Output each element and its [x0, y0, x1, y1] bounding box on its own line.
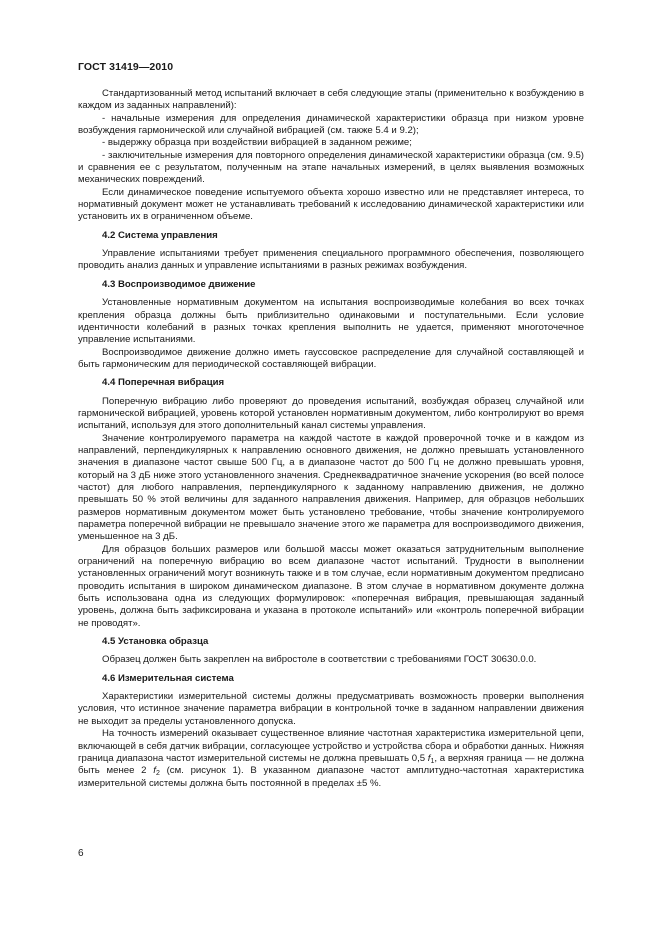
paragraph: Управление испытаниями требует применения специального программного обеспечения, позволяющего проводить анализ данных и управление испытаниями в разных режимах возбуждения. [78, 248, 584, 272]
list-item: - выдержку образца при воздействии вибрацией в заданном режиме; [102, 137, 412, 149]
list-item: - заключительные измерения для повторного определения динамической характеристики образца (см. 9.5) и сравнения ее с результатом, полученным на этапе начальных измерений, в целях выявления возможных механических повреждений. [78, 149, 584, 186]
paragraph: Образец должен быть закреплен на вибростоле в соответствии с требованиями ГОСТ 30630.0.0. [102, 654, 537, 666]
section-heading-4-6: 4.6 Измерительная система [102, 672, 234, 684]
list-item: - начальные измерения для определения динамической характеристики образца при низком уровне возбуждения гармонической или случайной вибрацией (см. также 5.4 и 9.2); [78, 112, 584, 137]
frequency-symbol: f [427, 752, 431, 764]
text-run: (см. рисунок 1). В указанном диапазоне частот амплитудно-частотная характеристика измерительной системы должна быть постоянной в пределах ±5 %. [78, 765, 584, 789]
section-heading-4-4: 4.4 Поперечная вибрация [102, 377, 225, 389]
section-heading-4-2: 4.2 Система управления [102, 229, 218, 241]
paragraph: Если динамическое поведение испытуемого объекта хорошо известно или не представляет интереса, то нормативный документ может не устанавливать требований к исследованию динамической характеристики или установить их в ограниченном объеме. [78, 186, 584, 223]
paragraph: Поперечную вибрацию либо проверяют до проведения испытаний, возбуждая образец случайной или гармонической вибрацией, уровень которой установлен нормативным документом, либо контролируют во время испытаний, используя для этого дополнительный канал системы управления. [78, 395, 584, 432]
section-heading-4-3: 4.3 Воспроизводимое движение [102, 278, 256, 290]
paragraph: Значение контролируемого параметра на каждой частоте в каждой проверочной точке и в каждом из направлений, перпендикулярных к направлению основного движения, не должно превышать установленного значения в диапазоне частот свыше 500 Гц, а в диапазоне частот до 500 Гц не должно превышать уровня, который на 3 дБ ниже этого установленного значения. Среднеквадратичное значение ускорения (во всей полосе частот) для любого направления, перпендикулярного к заданному направлению движения, не должно превышать 50 % этой величины для заданного направления движения. Например, для образцов небольших размеров нормативным документом может быть установлено требование, чтобы значение контролируемого параметра поперечной вибрации не превышало значение этого же параметра для воспроизводимого движения, уменьшенное на 3 дБ. [78, 432, 584, 543]
document-header: ГОСТ 31419—2010 [78, 61, 174, 73]
document-body [78, 88, 584, 790]
paragraph: Для образцов больших размеров или большой массы может оказаться затруднительным выполнение ограничений на поперечную вибрацию во всем диапазоне частот испытаний. Трудности в выполнении установленных ограничений могут возникнуть также и в том случае, если нормативным документом предписано проводить испытания в широком динамическом диапазоне. В этом случае в нормативном документе должна быть использована одна из следующих формулировок: «поперечная вибрация, превышающая заданный уровень, должна быть зафиксирована и указана в протоколе испытаний» или «контроль поперечной вибрации не проводят». [78, 543, 584, 629]
page-number: 6 [78, 848, 84, 859]
text-run: На точность измерений оказывает существенное влияние частотная характеристика измерительной цепи, включающей в себя датчик вибрации, согласующее устройство и устройства сбора и обработки данных. Нижняя граница диапазона частот измерительной системы не должна превышать 0,5 [78, 728, 584, 764]
frequency-symbol: f [153, 765, 156, 777]
paragraph: Воспроизводимое движение должно иметь гауссовское распределение для случайной составляющей и быть гармоническим для периодической составляющей вибрации. [78, 346, 584, 370]
paragraph [78, 728, 584, 790]
text-run: , а верхняя граница — не должна быть менее 2 [78, 752, 584, 777]
paragraph: Установленные нормативным документом на испытания воспроизводимые колебания во всех точках крепления образца должны быть приблизительно одинаковыми и поступательными. Если условие идентичности колебаний в разных точках крепления выполнить не удается, применяют многоточечное управление испытаниями. [78, 297, 584, 346]
intro-paragraph: Стандартизованный метод испытаний включает в себя следующие этапы (применительно к возбуждению в каждом из заданных направлений): [78, 88, 584, 112]
subscript: 2 [155, 770, 160, 778]
subscript: 1 [430, 757, 435, 765]
section-heading-4-5: 4.5 Установка образца [102, 636, 209, 648]
paragraph: Характеристики измерительной системы должны предусматривать возможность проверки выполнения условия, что истинное значение параметра вибрации в контрольной точке в заданном направлении движения не выходит за пределы установленного допуска. [78, 691, 584, 727]
